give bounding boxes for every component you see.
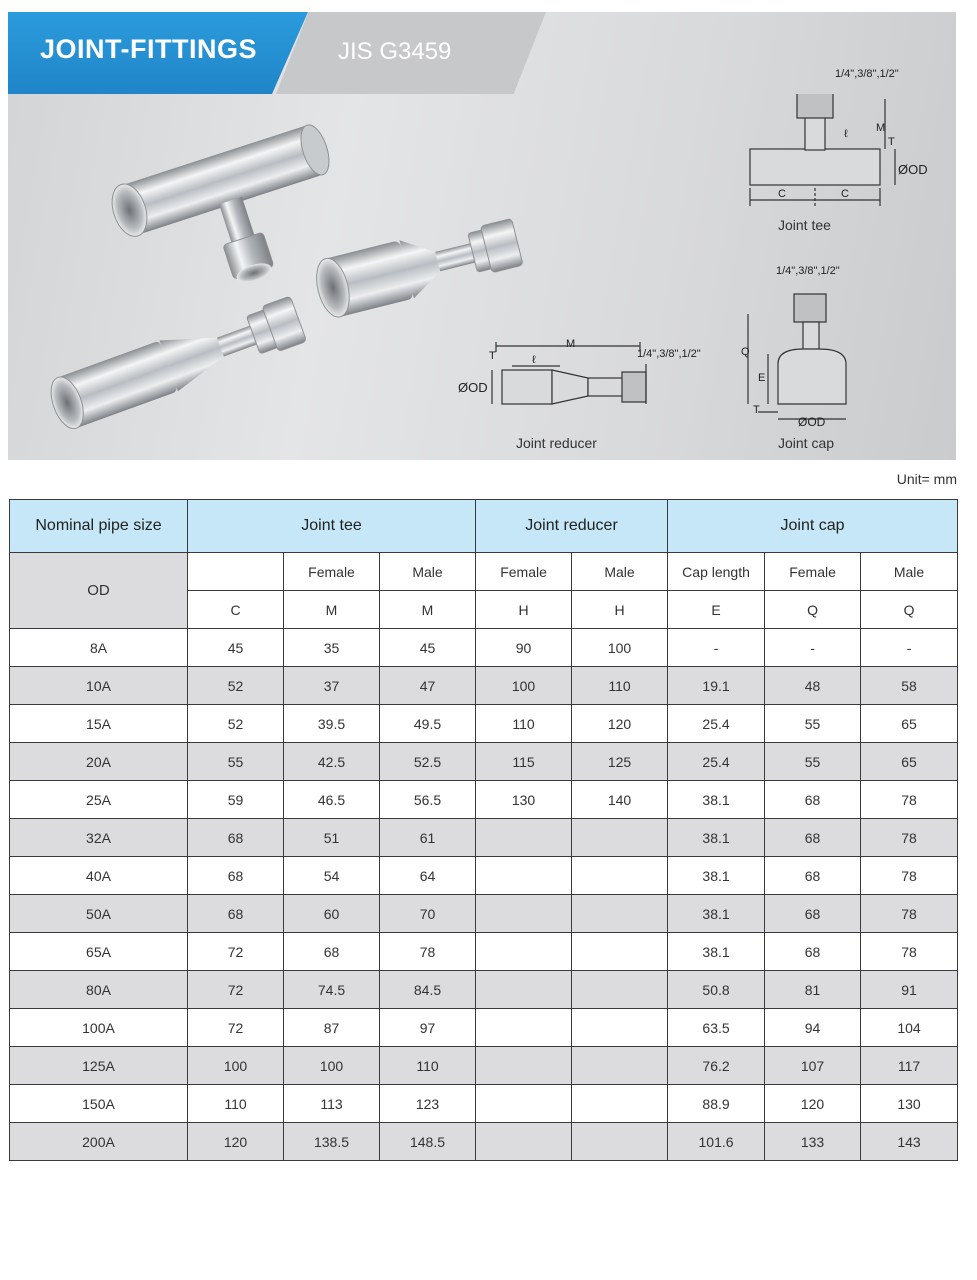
table-cell: 113 — [284, 1085, 380, 1123]
table-cell: 51 — [284, 819, 380, 857]
table-cell: - — [765, 629, 861, 667]
cap-dim-e: E — [758, 372, 766, 384]
sub-header-cell: Female — [765, 553, 861, 591]
sub-header-cell: Cap length — [668, 553, 765, 591]
table-cell: 130 — [861, 1085, 958, 1123]
tee-dim-od: ØOD — [898, 162, 928, 177]
sub-header-cell: Female — [476, 553, 572, 591]
reducer-photo — [45, 293, 308, 433]
reducer-thread-label: 1/4",3/8",1/2" — [637, 348, 701, 360]
table-cell — [476, 1009, 572, 1047]
table-row — [10, 857, 958, 895]
table-cell — [572, 819, 668, 857]
table-cell: 72 — [188, 971, 284, 1009]
reducer-dim-m: M — [566, 338, 576, 350]
pipe-size-cell: 8A — [10, 629, 188, 667]
table-cell: 94 — [765, 1009, 861, 1047]
table-cell: 39.5 — [284, 705, 380, 743]
table-cell — [572, 1123, 668, 1161]
table-cell: 78 — [861, 819, 958, 857]
tee-thread-label: 1/4",3/8",1/2" — [835, 68, 899, 80]
product-photo-area — [8, 68, 956, 460]
table-cell: 68 — [765, 819, 861, 857]
tee-dim-t: T — [888, 136, 895, 148]
table-cell: - — [668, 629, 765, 667]
table-cell: 46.5 — [284, 781, 380, 819]
table-cell: 78 — [861, 781, 958, 819]
table-cell — [572, 857, 668, 895]
table-cell — [572, 895, 668, 933]
table-cell: 68 — [188, 895, 284, 933]
header-joint-cap: Joint cap — [668, 500, 958, 553]
page-title: JOINT-FITTINGS — [40, 34, 258, 64]
table-cell: 38.1 — [668, 857, 765, 895]
table-cell: 64 — [380, 857, 476, 895]
pipe-size-cell: 125A — [10, 1047, 188, 1085]
pipe-size-cell: 32A — [10, 819, 188, 857]
reducer-dim-od: ØOD — [458, 380, 488, 395]
table-cell: 68 — [765, 781, 861, 819]
table-cell: 19.1 — [668, 667, 765, 705]
table-cell: 138.5 — [284, 1123, 380, 1161]
pipe-size-cell: 65A — [10, 933, 188, 971]
symbol-header-cell: M — [284, 591, 380, 629]
header-od: OD — [10, 553, 188, 629]
table-cell: 56.5 — [380, 781, 476, 819]
table-cell: 52 — [188, 705, 284, 743]
sub-header-cell: Male — [861, 553, 958, 591]
table-cell: 55 — [765, 743, 861, 781]
table-cell — [572, 933, 668, 971]
tee-dim-l: ℓ — [844, 128, 848, 140]
sub-header-cell: Female — [284, 553, 380, 591]
table-cell: 133 — [765, 1123, 861, 1161]
cap-drawing — [748, 294, 846, 419]
table-cell: 42.5 — [284, 743, 380, 781]
symbol-header-cell: M — [380, 591, 476, 629]
table-row — [10, 1085, 958, 1123]
table-cell — [476, 1085, 572, 1123]
table-cell: 125 — [572, 743, 668, 781]
table-cell: 74.5 — [284, 971, 380, 1009]
table-cell: 84.5 — [380, 971, 476, 1009]
standard-label: JIS G3459 — [338, 38, 452, 65]
table-cell: 25.4 — [668, 743, 765, 781]
table-cell: 76.2 — [668, 1047, 765, 1085]
pipe-size-cell: 15A — [10, 705, 188, 743]
symbol-header-cell: Q — [765, 591, 861, 629]
table-cell: 52 — [188, 667, 284, 705]
table-cell: 38.1 — [668, 895, 765, 933]
pipe-size-cell: 20A — [10, 743, 188, 781]
table-cell: 110 — [476, 705, 572, 743]
table-cell: 81 — [765, 971, 861, 1009]
banner-header — [8, 12, 956, 94]
pipe-size-cell: 25A — [10, 781, 188, 819]
pipe-size-cell: 150A — [10, 1085, 188, 1123]
table-cell: 123 — [380, 1085, 476, 1123]
header-joint-tee: Joint tee — [188, 500, 476, 553]
table-cell: 65 — [861, 743, 958, 781]
table-cell — [572, 1085, 668, 1123]
tee-dim-c-right: C — [841, 188, 849, 200]
table-cell: 61 — [380, 819, 476, 857]
table-cell: 68 — [765, 857, 861, 895]
cap-dim-q: Q — [741, 346, 750, 358]
sub-header-cell: Male — [380, 553, 476, 591]
tee-dim-m: M — [876, 122, 886, 134]
table-cell: 140 — [572, 781, 668, 819]
cap-caption: Joint cap — [778, 435, 835, 451]
reducer-drawing — [492, 342, 646, 404]
table-row — [10, 1009, 958, 1047]
table-cell: 49.5 — [380, 705, 476, 743]
table-row — [10, 743, 958, 781]
sub-header-row — [10, 553, 958, 591]
table-cell: 68 — [284, 933, 380, 971]
table-row — [10, 781, 958, 819]
pipe-size-cell: 10A — [10, 667, 188, 705]
table-cell: 78 — [861, 933, 958, 971]
table-cell: 70 — [380, 895, 476, 933]
table-cell: 60 — [284, 895, 380, 933]
table-cell — [476, 933, 572, 971]
symbol-header-cell: H — [572, 591, 668, 629]
table-cell — [476, 857, 572, 895]
table-cell — [476, 971, 572, 1009]
cap-thread-label: 1/4",3/8",1/2" — [776, 265, 840, 277]
table-cell: 45 — [380, 629, 476, 667]
spec-table — [9, 499, 958, 1161]
table-cell: 91 — [861, 971, 958, 1009]
table-cell: 78 — [861, 895, 958, 933]
table-cell: 88.9 — [668, 1085, 765, 1123]
table-cell: 100 — [476, 667, 572, 705]
reducer-dim-t: T — [489, 350, 496, 362]
table-cell: 68 — [188, 857, 284, 895]
cap-dim-t: T — [753, 404, 760, 416]
table-cell: 120 — [765, 1085, 861, 1123]
table-cell — [476, 1123, 572, 1161]
table-row — [10, 971, 958, 1009]
group-header-row — [10, 500, 958, 553]
table-cell: 100 — [284, 1047, 380, 1085]
table-row — [10, 933, 958, 971]
table-cell: 52.5 — [380, 743, 476, 781]
symbol-header-cell: Q — [861, 591, 958, 629]
table-cell: - — [861, 629, 958, 667]
table-row — [10, 1123, 958, 1161]
symbol-header-cell: H — [476, 591, 572, 629]
table-cell: 65 — [861, 705, 958, 743]
header-joint-reducer: Joint reducer — [476, 500, 668, 553]
product-banner — [8, 12, 956, 460]
table-cell: 25.4 — [668, 705, 765, 743]
tee-dim-c-left: C — [778, 188, 786, 200]
table-cell: 72 — [188, 933, 284, 971]
symbol-header-cell: C — [188, 591, 284, 629]
table-cell: 38.1 — [668, 781, 765, 819]
table-cell: 38.1 — [668, 819, 765, 857]
male-fitting-photo — [311, 213, 524, 321]
table-cell: 78 — [380, 933, 476, 971]
table-cell: 120 — [188, 1123, 284, 1161]
table-cell: 115 — [476, 743, 572, 781]
table-cell — [476, 895, 572, 933]
reducer-caption: Joint reducer — [516, 435, 597, 451]
pipe-size-cell: 100A — [10, 1009, 188, 1047]
cap-dim-od: ØOD — [798, 415, 826, 429]
table-cell: 54 — [284, 857, 380, 895]
table-cell: 100 — [572, 629, 668, 667]
table-cell: 104 — [861, 1009, 958, 1047]
table-cell: 59 — [188, 781, 284, 819]
table-cell: 68 — [765, 895, 861, 933]
table-cell: 97 — [380, 1009, 476, 1047]
table-cell: 130 — [476, 781, 572, 819]
table-cell: 72 — [188, 1009, 284, 1047]
table-cell: 143 — [861, 1123, 958, 1161]
table-cell: 87 — [284, 1009, 380, 1047]
table-cell: 148.5 — [380, 1123, 476, 1161]
table-cell: 101.6 — [668, 1123, 765, 1161]
table-row — [10, 895, 958, 933]
table-cell: 47 — [380, 667, 476, 705]
table-cell: 35 — [284, 629, 380, 667]
table-row — [10, 819, 958, 857]
table-cell — [476, 1047, 572, 1085]
table-row — [10, 667, 958, 705]
table-cell: 110 — [380, 1047, 476, 1085]
table-row — [10, 1047, 958, 1085]
table-cell: 110 — [188, 1085, 284, 1123]
table-cell: 45 — [188, 629, 284, 667]
table-cell: 78 — [861, 857, 958, 895]
sub-header-cell — [188, 553, 284, 591]
symbol-header-cell: E — [668, 591, 765, 629]
table-row — [10, 705, 958, 743]
unit-label: Unit= mm — [896, 471, 957, 487]
table-cell: 48 — [765, 667, 861, 705]
table-cell: 37 — [284, 667, 380, 705]
table-cell: 110 — [572, 667, 668, 705]
table-cell — [572, 1009, 668, 1047]
table-cell: 68 — [765, 933, 861, 971]
table-row — [10, 629, 958, 667]
table-cell: 107 — [765, 1047, 861, 1085]
sub-header-cell: Male — [572, 553, 668, 591]
table-cell: 38.1 — [668, 933, 765, 971]
pipe-size-cell: 40A — [10, 857, 188, 895]
product-renderings — [8, 94, 956, 460]
pipe-size-cell: 80A — [10, 971, 188, 1009]
pipe-size-cell: 50A — [10, 895, 188, 933]
tee-drawing — [750, 94, 895, 206]
table-cell: 120 — [572, 705, 668, 743]
table-cell — [476, 819, 572, 857]
table-cell: 100 — [188, 1047, 284, 1085]
tee-caption: Joint tee — [778, 217, 831, 233]
table-cell: 55 — [765, 705, 861, 743]
table-cell: 68 — [188, 819, 284, 857]
table-cell: 117 — [861, 1047, 958, 1085]
table-cell — [572, 1047, 668, 1085]
table-cell: 63.5 — [668, 1009, 765, 1047]
table-cell: 55 — [188, 743, 284, 781]
table-cell: 50.8 — [668, 971, 765, 1009]
reducer-dim-l: ℓ — [532, 354, 536, 366]
header-nominal-pipe-size: Nominal pipe size — [10, 500, 188, 553]
table-cell: 58 — [861, 667, 958, 705]
table-cell: 90 — [476, 629, 572, 667]
table-cell — [572, 971, 668, 1009]
pipe-size-cell: 200A — [10, 1123, 188, 1161]
